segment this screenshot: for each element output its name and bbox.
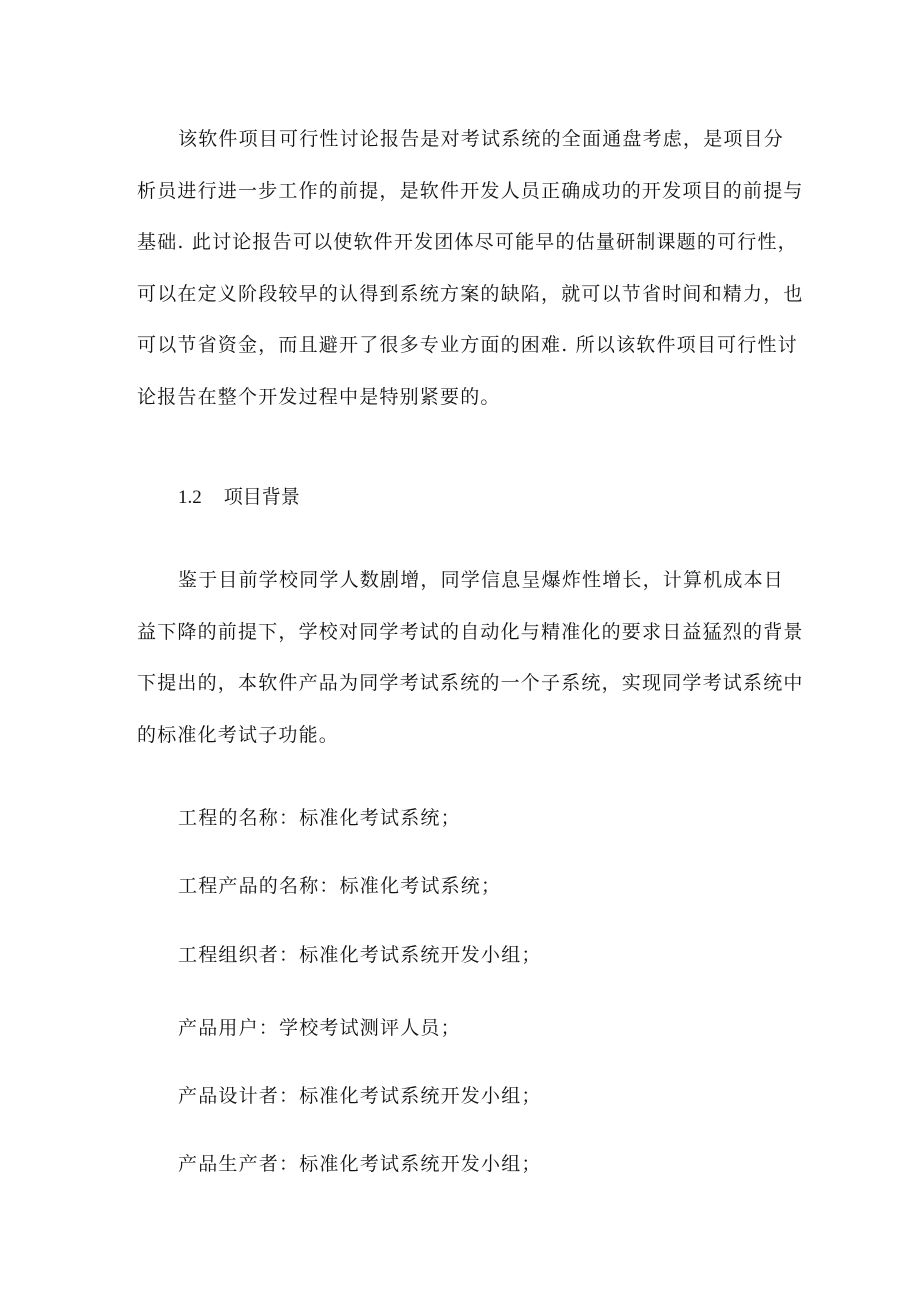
paragraph-line: 论报告在整个开发过程中是特别紧要的。: [137, 385, 501, 408]
paragraph-intro: [137, 114, 804, 423]
organizer-item: 工程组织者：标准化考试系统开发小组；: [178, 944, 542, 966]
paragraph-line: 下提出的，本软件产品为同学考试系统的一个子系统，实现同学考试系统中: [137, 672, 804, 694]
paragraph-background: [137, 555, 804, 761]
product-producer-item: 产品生产者：标准化考试系统开发小组；: [178, 1153, 542, 1175]
section-title: 项目背景: [223, 486, 300, 508]
product-designer-item: 产品设计者：标准化考试系统开发小组；: [178, 1085, 542, 1107]
paragraph-line: 析员进行进一步工作的前提，是软件开发人员正确成功的开发项目的前提与: [137, 179, 804, 202]
project-name-item: 工程的名称：标准化考试系统；: [178, 807, 461, 829]
paragraph-line: 益下降的前提下，学校对同学考试的自动化与精准化的要求日益猛烈的背景: [137, 620, 804, 643]
product-user-item: 产品用户：学校考试测评人员；: [178, 1017, 461, 1039]
paragraph-line: 鉴于目前学校同学人数剧增，同学信息呈爆炸性增长，计算机成本日: [178, 569, 785, 591]
paragraph-line: 基础. 此讨论报告可以使软件开发团体尽可能早的估量研制课题的可行性，: [137, 231, 798, 253]
paragraph-line: 可以节省资金，而且避开了很多专业方面的困难. 所以该软件项目可行性讨: [137, 334, 798, 356]
section-number: 1.2: [178, 487, 202, 508]
section-heading: [178, 482, 300, 509]
paragraph-line: 的标准化考试子功能。: [137, 723, 340, 746]
paragraph-line: 可以在定义阶段较早的认得到系统方案的缺陷，就可以节省时间和精力，也: [137, 282, 804, 305]
paragraph-line: 该软件项目可行性讨论报告是对考试系统的全面通盘考虑，是项目分: [178, 128, 785, 150]
product-name-item: 工程产品的名称：标准化考试系统；: [178, 875, 502, 897]
